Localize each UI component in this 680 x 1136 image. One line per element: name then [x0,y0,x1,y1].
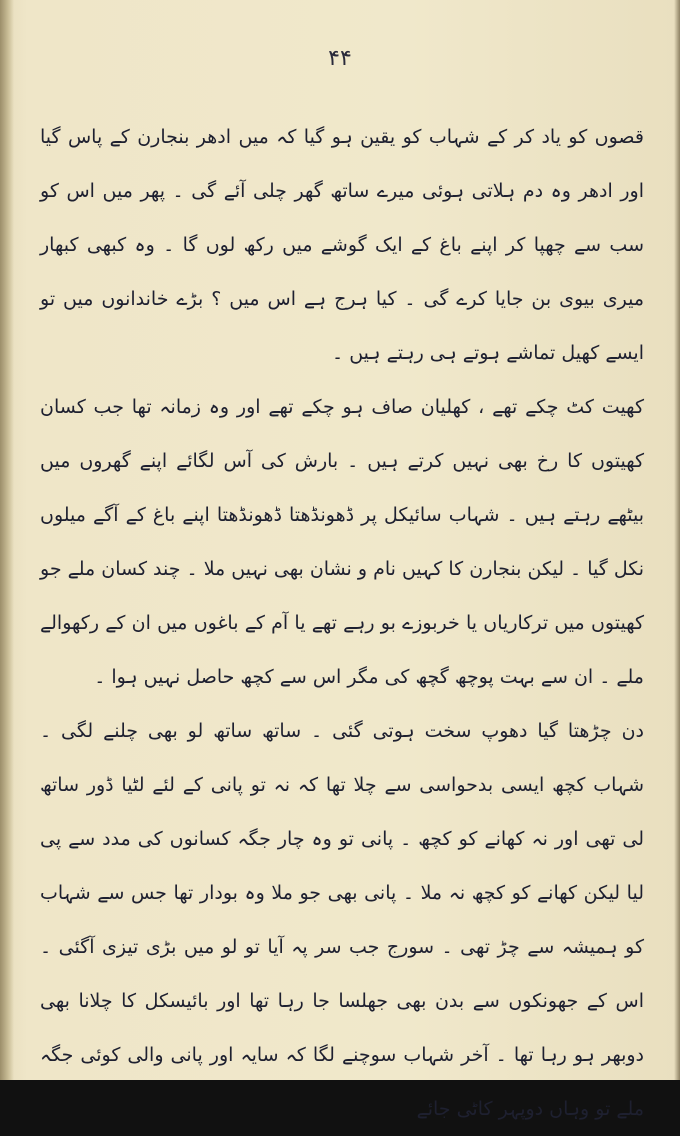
paragraph-2: کھیت کٹ چکے تھے ، کھلیان صاف ہو چکے تھے اور وہ زمانہ تھا جب کسان کھیتوں کا رخ بھی نہیں کرتے ہیں ۔ بارش کی آس لگائے اپنے گھروں میں بیٹھے رہتے ہیں ۔ شہاب سائیکل پر ڈھونڈھتا ڈھونڈھتا اپنے باغ کے آگے میلوں نکل گیا ۔ لیکن بنجارن کا کہیں نام و نشان بھی نہیں ملا ۔ چند کسان ملے جو کھیتوں میں ترکاریاں یا خربوزے بو رہے تھے یا آم کے باغوں میں ان کے رکھوالے ملے ۔ ان سے بہت پوچھ گچھ کی مگر اس سے کچھ حاصل نہیں ہوا ۔ [40,396,644,688]
page-edge-shadow [674,0,680,1080]
paragraph-3: دن چڑھتا گیا دھوپ سخت ہوتی گئی ۔ ساتھ ساتھ لو بھی چلنے لگی ۔ شہاب کچھ ایسی بدحواسی سے چلا تھا کہ نہ تو پانی کے لئے لٹیا ڈور ساتھ لی تھی اور نہ کھانے کو کچھ ۔ پانی تو وہ چار جگہ کسانوں کی مدد سے پی لیا لیکن کھانے کو کچھ نہ ملا ۔ پانی بھی جو ملا وہ بودار تھا جس سے شہاب کو ہمیشہ سے چڑ تھی ۔ سورج جب سر پہ آیا تو لو میں بڑی تیزی آگئی ۔ اس کے جھونکوں سے بدن بھی جھلسا جا رہا تھا اور بائیسکل کا چلانا بھی دوبھر ہو رہا تھا ۔ آخر شہاب سوچنے لگا کہ سایہ اور پانی والی کوئی جگہ ملے تو وہاں دوپہر کاٹی جائے [40,720,644,1120]
page-text-body [40,110,644,1136]
paragraph-1: قصوں کو یاد کر کے شہاب کو یقین ہو گیا کہ میں ادھر بنجارن کے پاس گیا اور ادھر وہ دم ہلاتی ہوئی میرے ساتھ گھر چلی آئے گی ۔ پھر میں اس کو سب سے چھپا کر اپنے باغ کے ایک گوشے میں رکھ لوں گا ۔ وہ کبھی کبھار میری بیوی بن جایا کرے گی ۔ کیا ہرج ہے اس میں ؟ بڑے خاندانوں میں تو ایسے کھیل تماشے ہوتے ہی رہتے ہیں ۔ [40,126,644,364]
page-spine-shadow [0,0,14,1080]
page-number: ۴۴ [328,46,352,71]
